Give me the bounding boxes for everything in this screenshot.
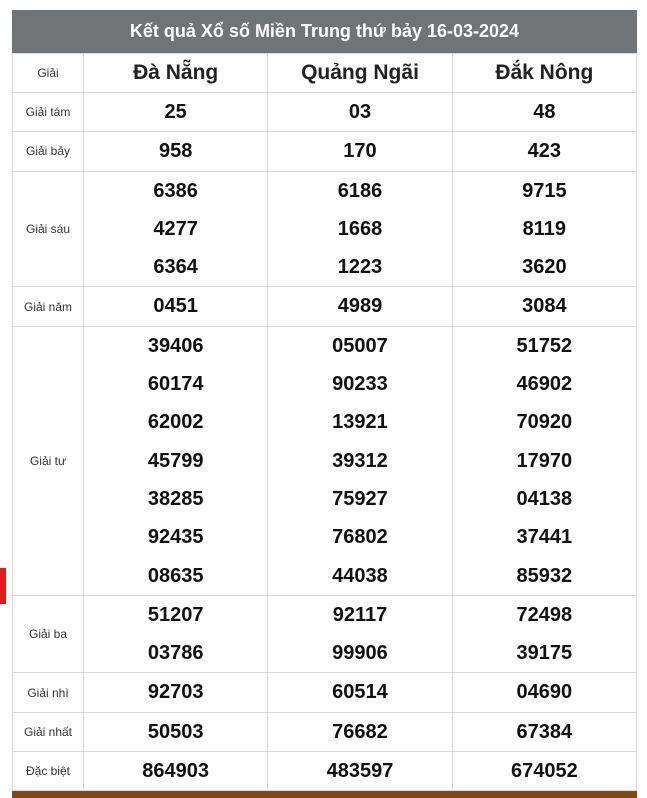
prize-number: 76682 [332, 720, 388, 743]
prize-row [13, 595, 637, 673]
prize-number: 6364 [153, 256, 198, 279]
prize-cell [268, 171, 452, 287]
results-title: Kết quả Xổ số Miền Trung thứ bảy 16-03-2024 [12, 10, 637, 53]
prize-label: Giải nhất [13, 712, 84, 751]
prize-number: 62002 [147, 411, 204, 434]
prize-number: 38285 [147, 487, 204, 510]
prize-number: 0451 [153, 295, 198, 318]
prize-number: 70920 [516, 411, 573, 434]
prize-number: 75927 [332, 487, 388, 510]
prize-cell [84, 712, 268, 751]
prize-number: 6186 [337, 179, 383, 202]
prize-cell [84, 93, 268, 132]
prize-cell [452, 93, 636, 132]
prize-number: 92435 [147, 526, 204, 549]
prize-cell [452, 752, 636, 791]
prize-number: 67384 [516, 720, 573, 743]
prize-cell [84, 287, 268, 326]
prize-row [13, 326, 637, 595]
prize-label: Giải năm [13, 287, 84, 326]
prize-cell [84, 326, 268, 595]
prize-cell [268, 673, 452, 712]
prize-cell [268, 132, 452, 171]
prize-cell [268, 93, 452, 132]
results-table [12, 53, 637, 791]
prize-number: 170 [343, 140, 377, 163]
prize-number: 423 [527, 140, 562, 163]
prize-cell [268, 326, 452, 595]
prize-number: 04138 [516, 487, 573, 510]
prize-number: 25 [164, 101, 187, 123]
prize-number: 483597 [326, 760, 394, 783]
prize-label: Giải tư [13, 326, 84, 595]
prize-number: 76802 [332, 526, 388, 549]
side-marker [0, 568, 6, 604]
prize-cell [452, 595, 636, 673]
prize-number: 45799 [147, 449, 204, 472]
prize-number: 17970 [516, 449, 573, 472]
prize-row [13, 752, 637, 791]
prize-number: 4277 [153, 217, 198, 240]
prize-cell [452, 326, 636, 595]
prize-cell [452, 287, 636, 326]
prize-label: Giải bảy [13, 132, 84, 171]
prize-number: 39312 [332, 449, 388, 472]
prize-number: 92703 [147, 681, 204, 704]
prize-cell [268, 712, 452, 751]
prize-number: 8119 [522, 217, 567, 240]
prize-cell [84, 132, 268, 171]
prize-number: 85932 [516, 564, 573, 587]
prize-cell [452, 132, 636, 171]
prize-number: 03786 [147, 642, 204, 665]
prize-row [13, 673, 637, 712]
prize-number: 46902 [516, 373, 573, 396]
prize-number: 3084 [522, 295, 567, 318]
prize-number: 4989 [337, 295, 383, 318]
prize-number: 04690 [516, 681, 573, 704]
prize-number: 72498 [516, 603, 573, 626]
prize-cell [84, 673, 268, 712]
prize-number: 37441 [516, 526, 573, 549]
prize-cell [84, 752, 268, 791]
prize-cell [268, 752, 452, 791]
prize-number: 958 [158, 140, 193, 163]
prize-row [13, 132, 637, 171]
prize-number: 9715 [522, 179, 567, 202]
header-label: Giải [13, 54, 84, 93]
prize-number: 6386 [153, 179, 198, 202]
prize-number: 05007 [332, 334, 388, 357]
prize-label: Đặc biệt [13, 752, 84, 791]
prize-cell [452, 673, 636, 712]
city-quangngai: Quảng Ngãi [268, 54, 452, 93]
prize-number: 90233 [332, 373, 388, 396]
prize-row [13, 287, 637, 326]
prize-number: 51752 [516, 334, 573, 357]
prize-number: 44038 [332, 564, 388, 587]
prize-number: 674052 [510, 760, 578, 783]
prize-label: Giải tám [13, 93, 84, 132]
prize-cell [452, 712, 636, 751]
prize-number: 864903 [142, 760, 210, 783]
prize-number: 03 [348, 101, 372, 123]
city-danang: Đà Nẵng [84, 54, 268, 93]
prize-cell [452, 171, 636, 287]
prize-cell [268, 287, 452, 326]
prize-row [13, 712, 637, 751]
prize-number: 51207 [147, 603, 204, 626]
prize-label: Giải ba [13, 595, 84, 673]
prize-cell [84, 171, 268, 287]
prize-label: Giải sáu [13, 171, 84, 287]
prize-number: 48 [533, 101, 556, 123]
prize-number: 39175 [516, 642, 573, 665]
prize-cell [84, 595, 268, 673]
prize-cell [268, 595, 452, 673]
table-header-row [13, 54, 637, 93]
prize-number: 50503 [147, 720, 204, 743]
prize-number: 1668 [337, 217, 383, 240]
prize-row [13, 93, 637, 132]
city-daknong: Đắk Nông [452, 54, 636, 93]
prize-number: 99906 [332, 642, 388, 665]
prize-number: 60174 [147, 373, 204, 396]
prize-number: 3620 [522, 256, 567, 279]
prize-number: 13921 [332, 411, 388, 434]
bottom-bar [12, 791, 637, 798]
prize-number: 39406 [147, 334, 204, 357]
prize-number: 60514 [332, 681, 388, 704]
results-panel [12, 10, 637, 798]
prize-label: Giải nhì [13, 673, 84, 712]
prize-number: 1223 [337, 256, 383, 279]
prize-row [13, 171, 637, 287]
prize-number: 08635 [147, 564, 204, 587]
prize-number: 92117 [332, 603, 388, 626]
